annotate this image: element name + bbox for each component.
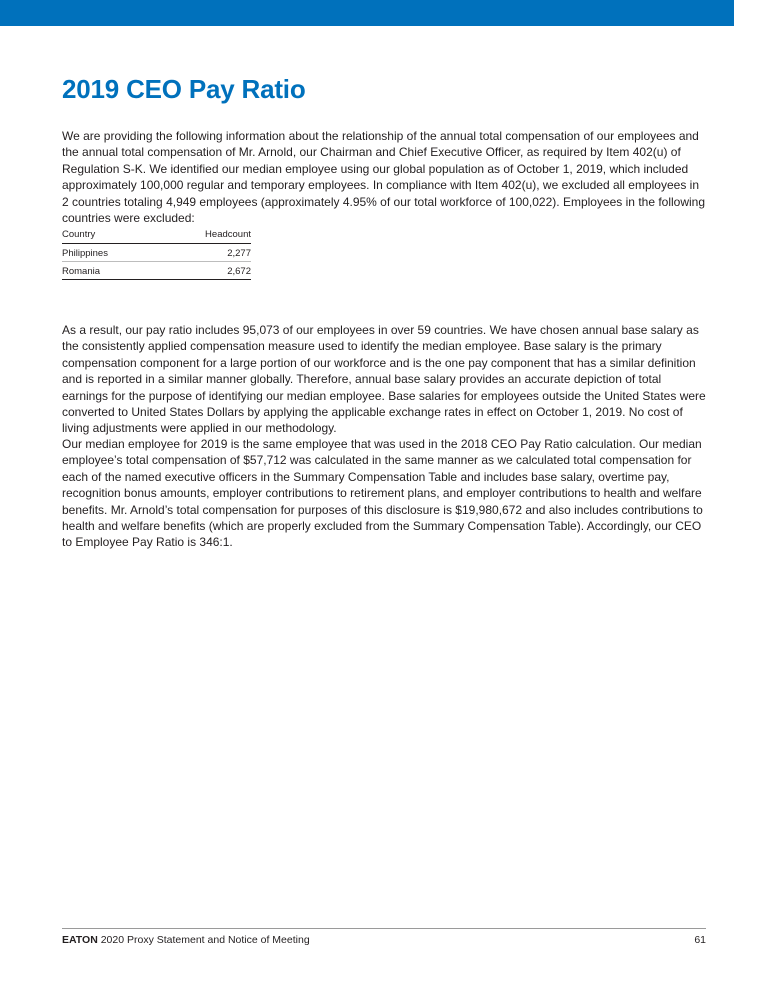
footer-brand: EATON xyxy=(62,934,98,946)
country-cell: Romania xyxy=(62,266,101,277)
footer-title xyxy=(62,934,310,946)
header-accent-bar xyxy=(0,0,734,26)
column-header-headcount: Headcount xyxy=(205,229,251,240)
headcount-cell: 2,672 xyxy=(227,266,251,277)
methodology-paragraph: As a result, our pay ratio includes 95,073 of our employees in over 59 countries. We have chosen annual base salary as the consistently applied compensation measure used to identify the median employee. Base salary is the primary compensation component for a large portion of our workforce and is the one pay component that has a similar definition and is reported in a similar manner globally. Therefore, annual base salary provides an accurate depiction of total earnings for the purpose of identifying our median employee. Base salaries for employees outside the United States were converted to United States Dollars by applying the applicable exchange rates in effect on October 1, 2019. No cost of living adjustments were applied in our methodology. xyxy=(62,323,706,436)
footer-doc-title: 2020 Proxy Statement and Notice of Meeting xyxy=(97,934,310,946)
page-number: 61 xyxy=(694,934,706,946)
column-header-country: Country xyxy=(62,229,96,240)
table-row xyxy=(62,246,251,262)
page-footer xyxy=(62,934,706,946)
country-cell: Philippines xyxy=(62,248,108,259)
headcount-cell: 2,277 xyxy=(227,248,251,259)
excluded-countries-table xyxy=(62,228,251,280)
footer-divider xyxy=(62,928,706,929)
pay-ratio-paragraph: Our median employee for 2019 is the same employee that was used in the 2018 CEO Pay Ratio calculation. Our median employee’s total compensation of $57,712 was calculated in the same manner as we calculated total compensation for each of the named executive officers in the Summary Compensation Table and includes base salary, overtime pay, recognition bonus amounts, employer contributions to retirement plans, and employer contributions to health and welfare benefits. Mr. Arnold’s total compensation for purposes of this disclosure is $19,980,672 and also includes contributions to health and welfare benefits (which are properly excluded from the Summary Compensation Table). Accordingly, our CEO to Employee Pay Ratio is 346:1. xyxy=(62,437,703,550)
table-header-row xyxy=(62,228,251,244)
intro-paragraph: We are providing the following information about the relationship of the annual total compensation of our employees and the annual total compensation of Mr. Arnold, our Chairman and Chief Executive Officer, as required by Item 402(u) of Regulation S-K. We identified our median employee using our global population as of October 1, 2019, which included approximately 100,000 regular and temporary employees. In compliance with Item 402(u), we excluded all employees in 2 countries totaling 4,949 employees (approximately 4.95% of our total workforce of 100,022). Employees in the following countries were excluded: xyxy=(62,129,706,226)
table-row xyxy=(62,264,251,280)
page-title: 2019 CEO Pay Ratio xyxy=(62,74,306,104)
